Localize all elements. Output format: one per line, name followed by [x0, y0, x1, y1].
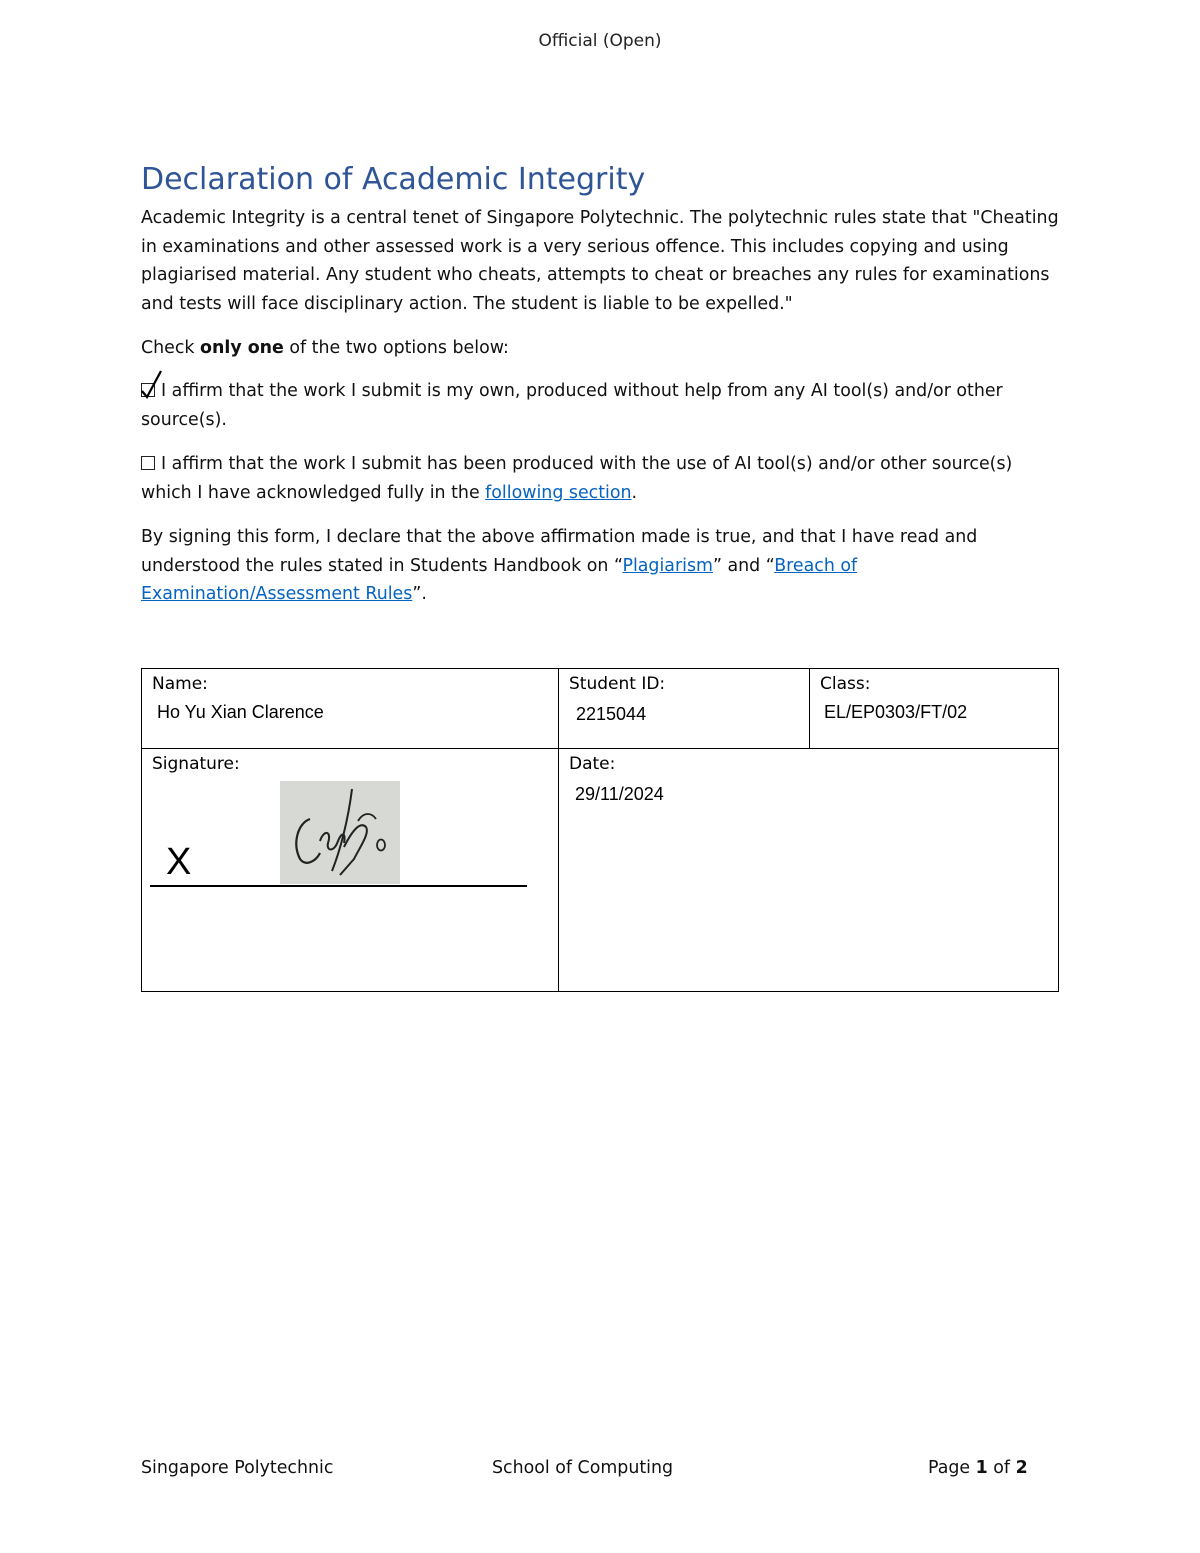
class-value[interactable]: EL/EP0303/FT/02: [824, 702, 968, 722]
page-title: Declaration of Academic Integrity: [141, 162, 646, 197]
option-ai-free: [141, 377, 1066, 434]
footer-school: School of Computing: [492, 1458, 674, 1478]
header-classification: Official (Open): [538, 31, 662, 51]
following-section-link[interactable]: following section: [485, 482, 632, 503]
option-ai-used-text-end: .: [631, 482, 638, 503]
checkmark-icon: [139, 369, 163, 399]
page-current: 1: [975, 1458, 988, 1478]
signature-image: [280, 781, 400, 884]
student-id-value[interactable]: 2215044: [576, 704, 647, 724]
intro-paragraph: Academic Integrity is a central tenet of Singapore Polytechnic. The polytechnic rules state that "Cheating in examinations and other assessed work is a very serious offence. This includes copying and using plagiarised material. Any student who cheats, attempts to cheat or breaches any rules for examinations and tests will face disciplinary action. The student is liable to be expelled.": [141, 208, 1059, 314]
name-label: Name:: [152, 674, 208, 694]
option-ai-free-checkbox[interactable]: [141, 383, 155, 397]
instruction-emphasis: only one: [200, 338, 284, 358]
declaration-form-table: [141, 668, 1059, 992]
date-cell: [559, 749, 1059, 992]
page-of: of: [987, 1458, 1016, 1478]
option-ai-used-text: I affirm that the work I submit has been produced with the use of AI tool(s) and/or other source(s) which I have acknowledged fully in the: [141, 454, 1013, 503]
instruction-after: of the two options below:: [283, 338, 509, 358]
name-value[interactable]: Ho Yu Xian Clarence: [157, 702, 324, 722]
signature-label: Signature:: [152, 754, 240, 774]
plagiarism-link[interactable]: Plagiarism: [622, 555, 713, 576]
name-cell: [142, 669, 559, 749]
date-value[interactable]: 29/11/2024: [575, 784, 664, 804]
class-cell: [810, 669, 1059, 749]
student-id-cell: [559, 669, 810, 749]
signature-line: [150, 885, 527, 887]
student-id-label: Student ID:: [569, 674, 666, 694]
option-ai-used-checkbox[interactable]: [141, 456, 155, 470]
footer-page-number: [928, 1458, 1028, 1478]
signature-cell: [142, 749, 559, 992]
signature-x-mark: X: [166, 841, 192, 883]
declaration-text-middle: ” and “: [712, 555, 775, 576]
breach-rules-link[interactable]: Breach of Examination/Assessment Rules: [141, 555, 858, 605]
declaration-text-start: By signing this form, I declare that the above affirmation made is true, and that I have read and understood the rules stated in Students Handbook on “: [141, 527, 978, 576]
page-prefix: Page: [928, 1458, 976, 1478]
footer-institution: Singapore Polytechnic: [141, 1458, 334, 1478]
option-ai-free-text: I affirm that the work I submit is my own, produced without help from any AI tool(s) and/or other source(s).: [141, 381, 1003, 430]
page-total: 2: [1015, 1458, 1028, 1478]
instruction-paragraph: [141, 334, 1066, 363]
class-label: Class:: [820, 674, 871, 694]
instruction-before: Check: [141, 338, 201, 358]
declaration-text-end: ”.: [412, 584, 427, 605]
declaration-paragraph: [141, 523, 1066, 609]
option-ai-used: [141, 450, 1066, 507]
date-label: Date:: [569, 754, 616, 774]
